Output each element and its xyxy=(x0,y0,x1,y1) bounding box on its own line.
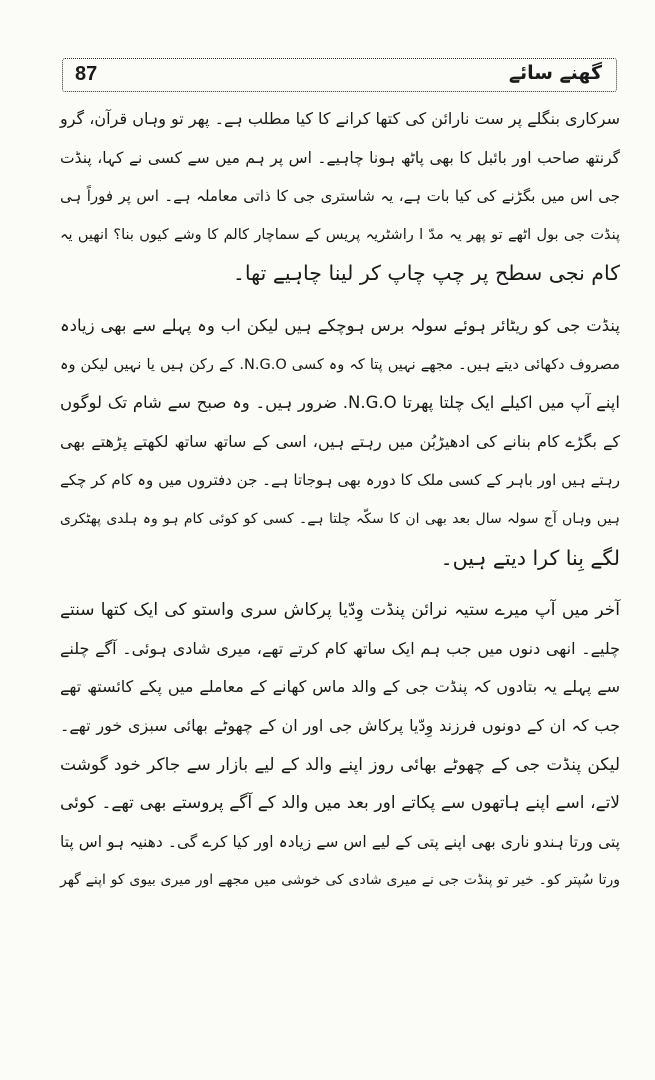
text-line: پتی ورتا ہندو ناری بھی اپنے پتی کے لیے اس سے زیادہ اور کیا کرے گی۔ دھنیہ ہو اس پتا xyxy=(60,832,620,851)
text-line: لگے بِنا کرا دیتے ہیں۔ xyxy=(440,545,620,570)
text-line: لیکن پنڈت جی کے چھوٹے بھائی روز اپنے والد کے لیے بازار سے جاکر خود گوشت xyxy=(60,754,620,775)
page-body xyxy=(60,100,620,900)
text-line: جی اس میں بگڑنے کی کیا بات ہے، یہ شاستری جی کا ذاتی معاملہ ہے۔ اس پر فوراً ہی xyxy=(60,187,620,206)
page-header xyxy=(62,58,617,92)
paragraph-2 xyxy=(60,307,620,577)
text-line: کے بگڑے کام بنانے کی ادھیڑبُن میں رہتے ہیں، اسی کے ساتھ ساتھ لکھتے پڑھتے بھی xyxy=(60,431,620,451)
book-title: گھنے سائے xyxy=(508,62,602,84)
text-line: جب کہ ان کے دونوں فرزند وِدّیا پرکاش جی اور ان کے چھوٹے بھائی سبزی خور تھے۔ xyxy=(60,715,620,735)
text-line: سرکاری بنگلے پر ست نارائن کی کتھا کرانے کا کیا مطلب ہے۔ پھر تو وہاں قرآن، گرو xyxy=(60,109,620,128)
text-line: اپنے آپ میں اکیلے ایک چلتا پھرتا N.G.O. ضرور ہیں۔ وہ صبح سے شام تک لوگوں xyxy=(60,393,620,413)
text-line: ہیں وہاں آج سولہ سال بعد بھی ان کا سکّہ چلتا ہے۔ کسی کو کوئی کام ہو وہ ہلدی پھٹکری xyxy=(60,510,620,527)
paragraph-3 xyxy=(60,591,620,900)
page-number: 87 xyxy=(75,63,98,85)
text-line: مصروف دکھائی دیتے ہیں۔ مجھے نہیں پتا کہ وہ کسی N.G.O. کے رکن ہیں یا نہیں لیکن وہ xyxy=(60,356,620,373)
paragraph-1 xyxy=(60,100,620,293)
text-line: سے پہلے یہ بتادوں کہ پنڈت جی کے والد ماس کھانے کے معاملے میں پکے کائستھ تھے xyxy=(60,677,620,697)
text-line: رہتے ہیں اور باہر کے کسی ملک کا دورہ بھی ہوجاتا ہے۔ جن دفتروں میں وہ کام کر چکے xyxy=(60,471,620,490)
text-line: پنڈت جی بول اٹھے تو پھر یہ مدّ ا راشٹریہ پریس کے سماچار کالم کا وشے کیوں بنا؟ انھیں یہ xyxy=(60,226,620,243)
text-line: گرنتھ صاحب اور بائبل کا بھی پاٹھ ہونا چاہیے۔ اس پر ہم میں سے کسی نے کہا، پنڈت xyxy=(60,148,620,167)
text-line: ورتا سُپتر کو۔ خیر تو پنڈت جی نے میری شادی کی خوشی میں مجھے اور میری بیوی کو اپنے گھر xyxy=(60,872,620,889)
text-line: آخر میں آپ میرے ستیہ نرائن پنڈت وِدّیا پرکاش سری واستو کی ایک کتھا سنتے xyxy=(60,600,620,621)
text-line: لاتے، اسے اپنے ہاتھوں سے پکاتے اور بعد میں والد کے آگے پروستے بھی تھے۔ کوئی xyxy=(60,793,620,814)
text-line: چلیے۔ انھی دنوں میں جب ہم ایک ساتھ کام کرتے تھے، میری شادی ہوئی۔ آگے چلنے xyxy=(60,638,620,658)
text-line: کام نجی سطح پر چپ چاپ کر لینا چاہیے تھا۔ xyxy=(232,261,620,286)
text-line: پنڈت جی کو ریٹائر ہوئے سولہ برس ہوچکے ہیں لیکن اب وہ پہلے سے بھی زیادہ xyxy=(60,315,620,335)
